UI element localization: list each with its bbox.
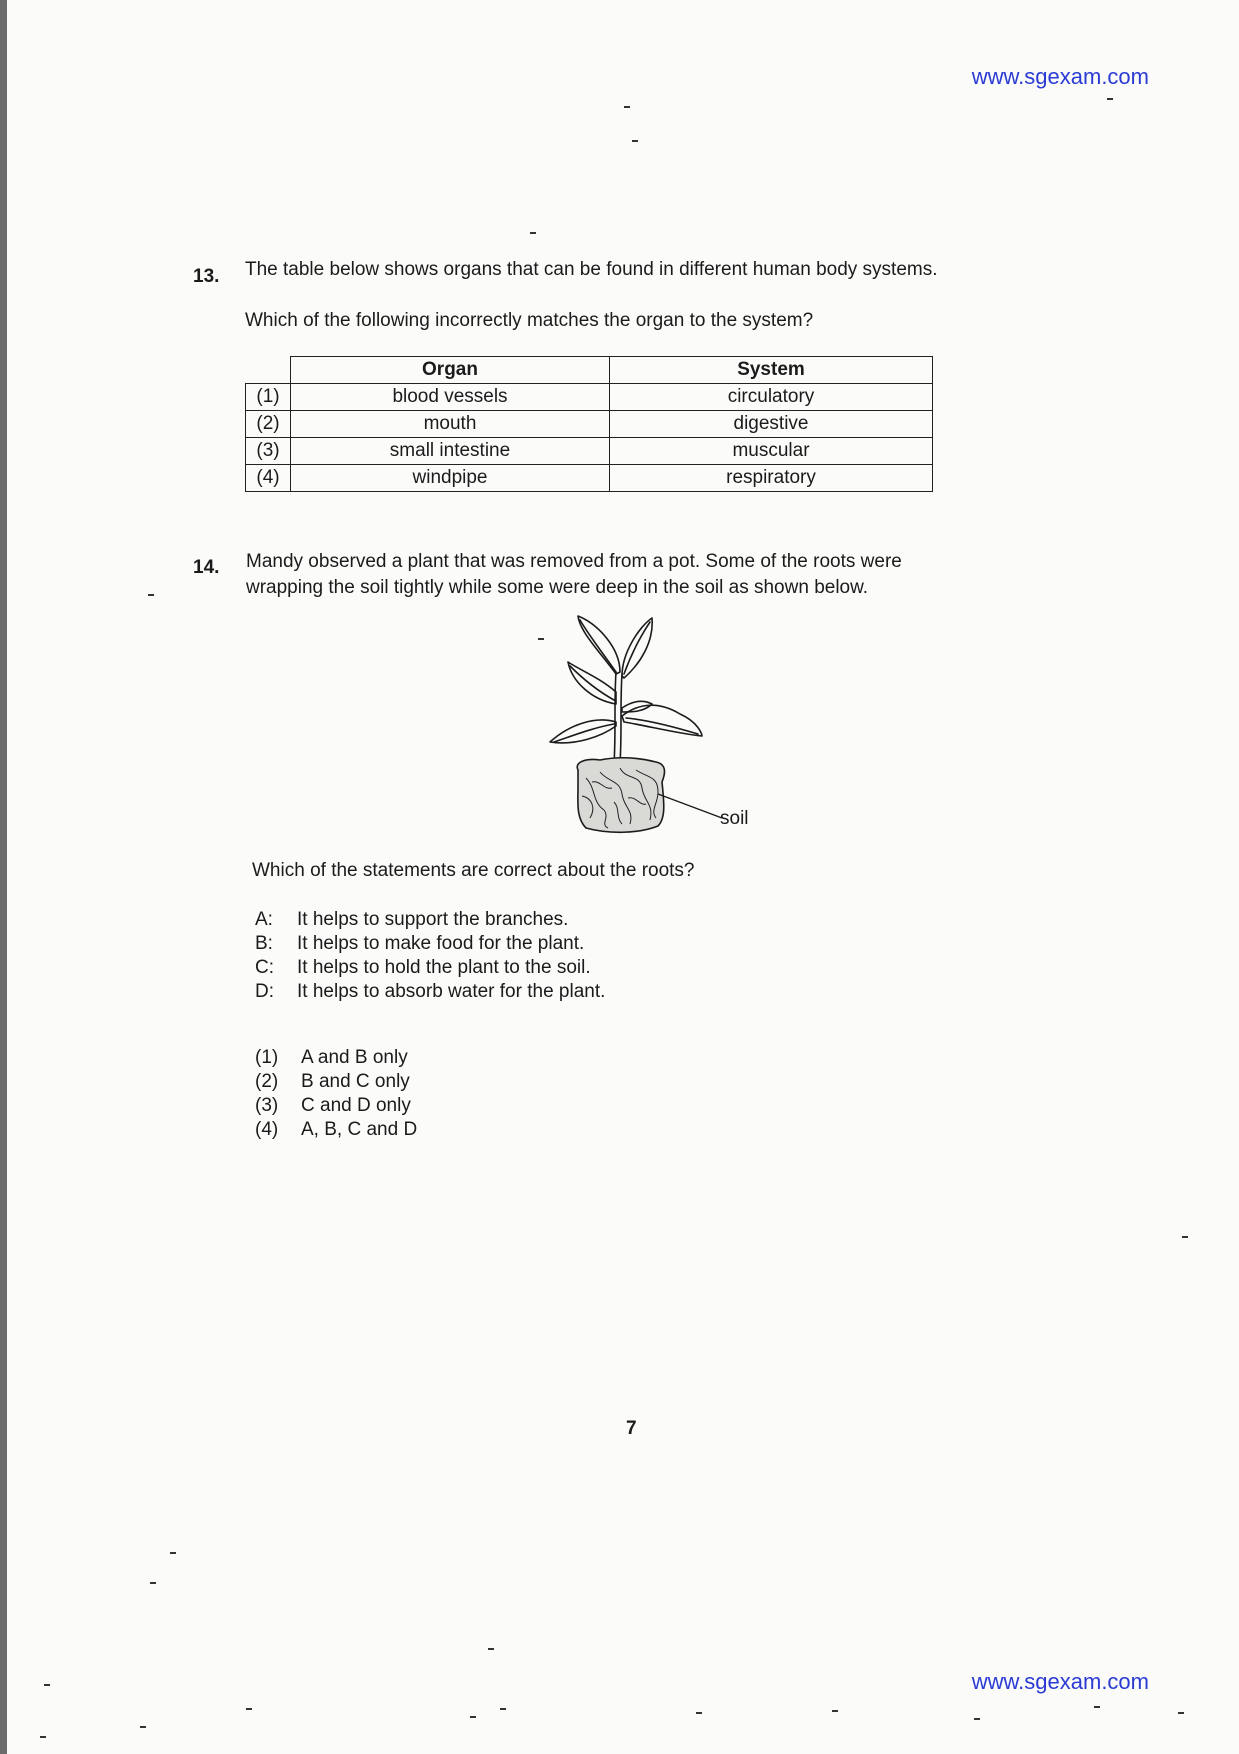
row-label: (4)	[246, 465, 291, 492]
organ-cell: windpipe	[291, 465, 610, 492]
table-row	[246, 384, 933, 411]
answer-option	[255, 1118, 417, 1142]
option-text: A, B, C and D	[301, 1119, 418, 1140]
question-14-prompt: Which of the statements are correct about the roots?	[252, 860, 695, 881]
scan-speck	[246, 1708, 252, 1710]
answer-options	[255, 1046, 417, 1142]
scan-speck	[44, 1684, 50, 1686]
question-14-text-line-1: Mandy observed a plant that was removed from a pot. Some of the roots were	[246, 551, 902, 572]
scan-speck	[1178, 1712, 1184, 1714]
header-system: System	[610, 357, 933, 384]
statement-item	[255, 908, 605, 932]
soil-label: soil	[720, 808, 749, 829]
scan-speck	[632, 140, 638, 142]
system-cell: digestive	[610, 411, 933, 438]
scan-speck	[470, 1716, 476, 1718]
scan-speck	[530, 232, 536, 234]
statement-item	[255, 932, 605, 956]
scan-speck	[170, 1552, 176, 1554]
organ-cell: blood vessels	[291, 384, 610, 411]
soil-pointer-line	[658, 794, 722, 818]
option-label: (2)	[255, 1071, 279, 1092]
plant-stem	[614, 672, 616, 764]
scan-speck	[624, 106, 630, 108]
scan-speck	[488, 1648, 494, 1650]
scan-speck	[1182, 1236, 1188, 1238]
scan-speck	[696, 1712, 702, 1714]
option-text: B and C only	[301, 1071, 410, 1092]
header-organ: Organ	[291, 357, 610, 384]
statement-text: It helps to make food for the plant.	[297, 933, 585, 954]
system-cell: muscular	[610, 438, 933, 465]
statement-item	[255, 956, 605, 980]
row-label: (2)	[246, 411, 291, 438]
scan-speck	[148, 594, 154, 596]
scan-speck	[40, 1736, 46, 1738]
potted-plant-diagram	[530, 612, 730, 842]
table-row	[246, 465, 933, 492]
scan-speck	[500, 1708, 506, 1710]
option-label: (1)	[255, 1047, 279, 1068]
organ-cell: mouth	[291, 411, 610, 438]
question-14-number: 14.	[193, 557, 220, 578]
table-corner	[246, 357, 291, 384]
statement-label: A:	[255, 909, 273, 930]
answer-option	[255, 1070, 417, 1094]
row-label: (3)	[246, 438, 291, 465]
question-13-prompt: Which of the following incorrectly matches the organ to the system?	[245, 310, 814, 331]
scan-speck	[1094, 1706, 1100, 1708]
page-number: 7	[626, 1418, 637, 1439]
option-text: A and B only	[301, 1047, 408, 1068]
question-13-number: 13.	[193, 266, 220, 287]
option-text: C and D only	[301, 1095, 411, 1116]
table-header-row	[246, 357, 933, 384]
scan-speck	[150, 1582, 156, 1584]
table-row	[246, 411, 933, 438]
question-14-text-line-2: wrapping the soil tightly while some were deep in the soil as shown below.	[246, 577, 869, 598]
system-cell: respiratory	[610, 465, 933, 492]
scan-speck	[974, 1718, 980, 1720]
statement-text: It helps to hold the plant to the soil.	[297, 957, 591, 978]
option-label: (4)	[255, 1119, 279, 1140]
watermark-top: www.sgexam.com	[971, 64, 1149, 89]
statement-text: It helps to support the branches.	[297, 909, 569, 930]
question-13-text: The table below shows organs that can be found in different human body systems.	[245, 259, 938, 280]
table-row	[246, 438, 933, 465]
scan-speck	[140, 1726, 146, 1728]
system-cell: circulatory	[610, 384, 933, 411]
statement-label: D:	[255, 981, 274, 1002]
organ-cell: small intestine	[291, 438, 610, 465]
statement-label: B:	[255, 933, 273, 954]
statement-item	[255, 980, 605, 1004]
row-label: (1)	[246, 384, 291, 411]
leaf-top-left	[578, 616, 620, 674]
watermark-bottom: www.sgexam.com	[971, 1669, 1149, 1694]
answer-option	[255, 1046, 417, 1070]
scan-speck	[832, 1710, 838, 1712]
statement-text: It helps to absorb water for the plant.	[297, 981, 606, 1002]
option-label: (3)	[255, 1095, 279, 1116]
scan-speck	[1107, 98, 1113, 100]
statement-label: C:	[255, 957, 274, 978]
statement-list	[255, 908, 605, 1004]
scan-edge	[0, 0, 7, 1754]
answer-option	[255, 1094, 417, 1118]
organ-system-table	[245, 356, 933, 492]
